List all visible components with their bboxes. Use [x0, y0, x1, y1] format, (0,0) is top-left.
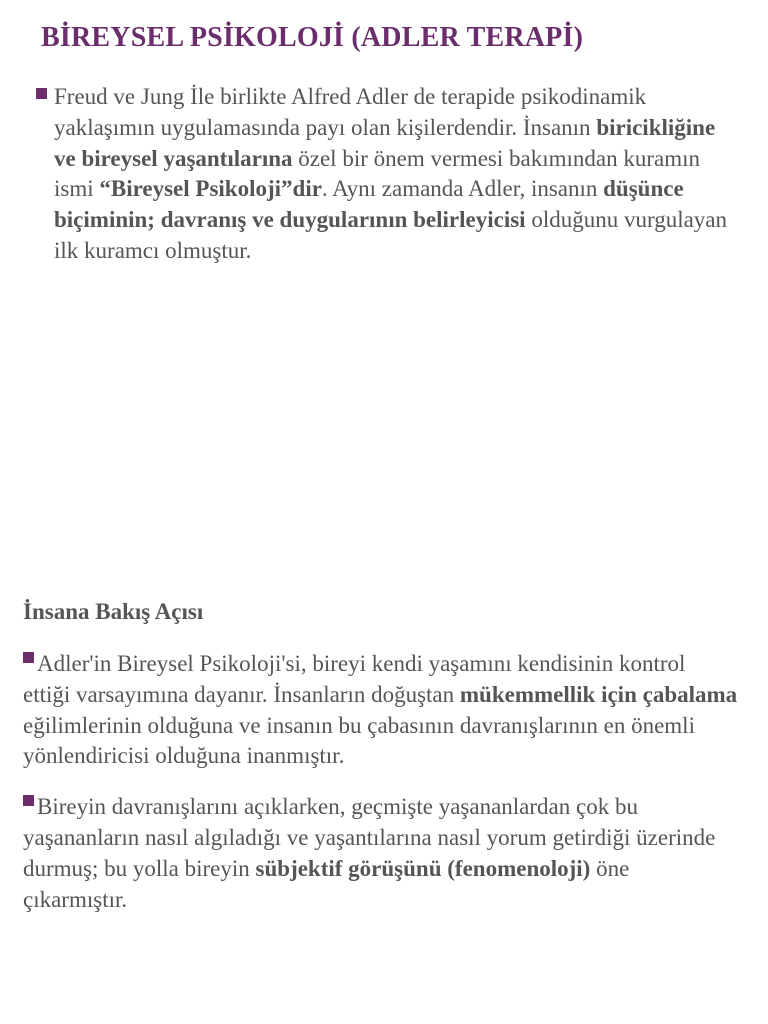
- p2-text-1: Bireyin davranışlarını açıklarken, geçmişte yaşananlardan çok bu yaşananların nasıl algıladığı ve yaşantılarına nasıl yorum getirdiği üzerinde durmuş; bu yolla bireyin: [23, 794, 716, 881]
- section-paragraph-1: [23, 649, 738, 772]
- slide-title: BİREYSEL PSİKOLOJİ (ADLER TERAPİ): [41, 22, 584, 53]
- intro-text-4: olduğunu vurgulayan ilk kuramcı olmuştur.: [54, 207, 728, 263]
- p1-bold-1: mükemmellik için çabalama: [459, 681, 738, 707]
- p1-text-2: eğilimlerinin olduğuna ve insanın bu çabasının davranışlarının en önemli yönlendiricisi olduğuna inanmıştır.: [23, 712, 695, 769]
- intro-bold-3: düşünce biçiminin; davranış ve duygularının belirleyicisi: [54, 176, 684, 233]
- bullet-square-icon: [36, 88, 47, 99]
- intro-bold-2: “Bireysel Psikoloji”dir: [99, 176, 322, 202]
- intro-bold-1: biricikliğine ve bireysel yaşantılarına: [54, 114, 716, 171]
- p2-text-2: öne çıkarmıştır.: [23, 855, 630, 912]
- p1-text-1: Adler'in Bireysel Psikoloji'si, bireyi kendi yaşamını kendisinin kontrol ettiği varsayımına dayanır. İnsanların doğuştan: [23, 651, 686, 707]
- intro-bullet-paragraph: [54, 82, 734, 267]
- intro-text-1: Freud ve Jung İle birlikte Alfred Adler de terapide psikodinamik yaklaşımın uygulamasında payı olan kişilerdendir. İnsanın: [54, 84, 647, 140]
- section-paragraph-2: [23, 792, 738, 915]
- human-perspective-section: [23, 596, 738, 935]
- bullet-square-icon: [23, 795, 34, 806]
- section-heading: İnsana Bakış Açısı: [23, 599, 204, 624]
- p2-bold-1: sübjektif görüşünü (fenomenoloji): [255, 855, 591, 881]
- intro-text-3: . Aynı zamanda Adler, insanın: [321, 176, 604, 202]
- bullet-square-icon: [23, 652, 34, 663]
- intro-text-2: özel bir önem vermesi bakımından kuramın ismi: [54, 145, 701, 202]
